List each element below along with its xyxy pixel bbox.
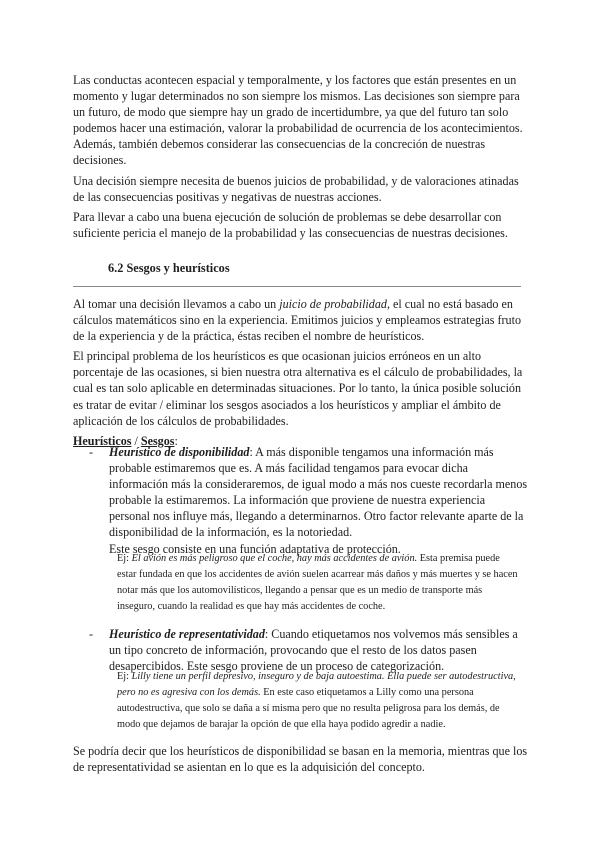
example-lead: Ej:	[117, 671, 132, 682]
section-paragraph-1	[73, 296, 529, 344]
term-representatividad: Heurístico de representatividad	[109, 627, 265, 641]
intro-paragraph-3: Para llevar a cabo una buena ejecución de solución de problemas se debe desarrollar con suficiente pericia el manejo de la probabilidad y las consecuencias de nuestras decisiones.	[73, 209, 508, 240]
term-juicio-de-probabilidad: juicio de probabilidad	[279, 297, 387, 311]
item-disponibilidad-text	[109, 444, 529, 541]
section-body	[73, 296, 529, 449]
example-lead: Ej:	[117, 553, 132, 564]
example-disponibilidad	[117, 551, 521, 615]
list-title-heuristicos: Heurísticos	[73, 433, 132, 448]
closing-section	[73, 743, 529, 775]
list-title-colon: :	[174, 433, 178, 448]
item-representatividad-text	[109, 626, 529, 674]
list-bullet: -	[89, 627, 94, 641]
list-item-representatividad	[109, 626, 529, 674]
section-paragraph-2: El principal problema de los heurísticos es que ocasionan juicios erróneos en un alto porcentaje de las ocasiones, si bien nuestra otra alternativa es el cálculo de probabilidades, la cual es tan solo aplicable en determinadas situaciones. Por lo tanto, la única posible solución es tratar de evitar / eliminar los sesgos asociados a los heurísticos y ampliar el ámbito de aplicación de los cálculos de probabilidades.	[73, 349, 523, 428]
item-disponibilidad-description: : A más disponible tengamos una información más probable estimaremos que es. A más facilidad tengamos para evocar dicha información más la consideraremos, de igual modo a más nos cueste recordarla menos probable la estimaremos. La información que proviene de nuestra experiencia personal nos influye más, llegando a determinarnos. Otro factor relevante aparte de la disponibilidad de la información, es la notoriedad.	[109, 445, 528, 540]
list-title-separator: /	[131, 433, 141, 448]
term-disponibilidad: Heurístico de disponibilidad	[109, 445, 250, 459]
item-disponibilidad-extra: Este sesgo consiste en una función adaptativa de protección.	[109, 541, 401, 556]
example-representatividad-premise: Lilly tiene un perfil depresivo, inseguro y de baja autoestima. Ella puede ser autodestructiva, pero no es agresiva con los demás.	[117, 671, 516, 698]
intro-paragraph-2: Una decisión siempre necesita de buenos juicios de probabilidad, y de valoraciones atinadas de las consecuencias positivas y negativas de nuestras acciones.	[73, 173, 519, 204]
section-paragraph-1-end: , el cual no está basado en cálculos matemáticos sino en la experiencia. Emitimos juicios y empleamos estrategias fruto de la experiencia y de la práctica, éstas reciben el nombre de heurísticos.	[73, 297, 522, 344]
example-disponibilidad-text	[117, 551, 521, 615]
item-representatividad-description: : Cuando etiquetamos nos volvemos más sensibles a un tipo concreto de información, provocando que el resto de los datos pasen desapercibidos. Este sesgo proviene de un proceso de categorización.	[109, 627, 518, 674]
heading-divider	[73, 286, 521, 287]
list-bullet: -	[89, 445, 94, 459]
example-disponibilidad-premise: El avión es más peligroso que el coche, hay más accidentes de avión.	[131, 553, 418, 564]
example-disponibilidad-explanation: Esta premisa puede estar fundada en que los accidentes de avión suelen acarrear más daños y más muertes y se hacen notar más que los automovilísticos, llegando a pensar que es un medio de transporte más inseguro, cuando la realidad es que hay más accidentes de coche.	[117, 553, 518, 612]
section-heading: 6.2 Sesgos y heurísticos	[108, 261, 230, 275]
example-representatividad	[117, 669, 521, 733]
example-representatividad-explanation: En este caso etiquetamos a Lilly como una persona autodestructiva, que solo se daña a sí misma pero que no resulta peligrosa para los demás, de modo que dejamos de barajar la opción de que ella haya podido agredir a nadie.	[117, 686, 500, 730]
closing-paragraph: Se podría decir que los heurísticos de disponibilidad se basan en la memoria, mientras que los de representatividad se asientan en lo que es la adquisición del concepto.	[73, 744, 528, 775]
list-item-disponibilidad	[109, 444, 529, 557]
example-representatividad-text	[117, 669, 521, 733]
intro-section	[73, 72, 529, 241]
section-paragraph-1-start: Al tomar una decisión llevamos a cabo un	[73, 297, 280, 311]
list-title-sesgos: Sesgos	[140, 433, 175, 448]
intro-paragraph-1: Las conductas acontecen espacial y temporalmente, y los factores que están presentes en un momento y lugar determinados no son siempre los mismos. Las decisiones son siempre para un futuro, de modo que siempre hay un grado de incertidumbre, ya que del futuro tan solo podemos hacer una estimación, valorar la probabilidad de ocurrencia de los acontecimientos. Además, también debemos considerar las consecuencias de la concreción de nuestras decisiones.	[73, 73, 523, 168]
